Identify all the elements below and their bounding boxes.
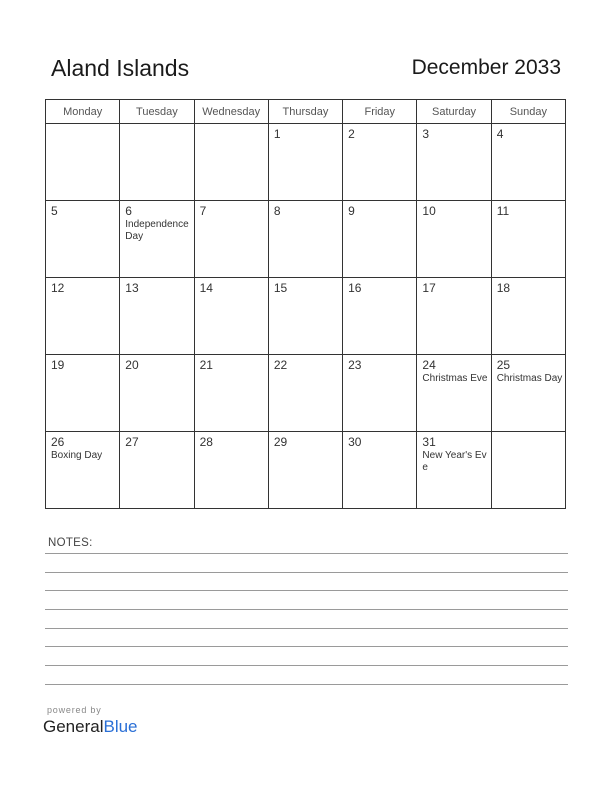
day-number: 11 [496,204,510,218]
week-row [46,355,566,432]
day-number: 10 [422,204,436,218]
weekday-header: Saturday [417,100,491,124]
day-number: 25 [496,358,511,372]
weekday-header: Tuesday [120,100,194,124]
day-number: 6 [125,204,132,218]
powered-by-text: powered by [47,705,102,715]
day-cell [120,278,194,355]
day-cell [268,432,342,509]
day-cell [268,124,342,201]
day-cell [491,124,565,201]
day-cell [120,201,194,278]
day-number: 23 [348,358,362,372]
day-cell [491,278,565,355]
day-cell [46,278,120,355]
day-cell [343,124,417,201]
day-number: 29 [273,435,288,449]
day-cell [46,201,120,278]
weekday-header-row [46,100,566,124]
day-cell [417,278,491,355]
day-number: 26 [51,435,65,449]
day-cell [343,355,417,432]
day-cell [194,432,268,509]
day-number: 16 [348,281,362,295]
empty-day-cell [46,124,120,201]
week-row [46,124,566,201]
day-cell [194,355,268,432]
holiday-label: Independence Day [125,219,189,242]
day-number: 17 [422,281,436,295]
day-cell [343,201,417,278]
week-row [46,278,566,355]
note-line [45,590,568,591]
day-number: 13 [125,281,139,295]
day-number: 14 [199,281,213,295]
day-number: 24 [422,358,436,372]
day-number: 12 [51,281,65,295]
day-cell [194,278,268,355]
note-line [45,609,568,610]
day-cell [120,355,194,432]
brand-logo[interactable] [43,717,138,737]
note-line [45,553,568,554]
day-cell [417,124,491,201]
day-number: 15 [273,281,288,295]
week-row [46,201,566,278]
day-cell [343,432,417,509]
empty-day-cell [491,432,565,509]
day-cell [268,355,342,432]
day-number: 8 [273,204,281,218]
weekday-header: Monday [46,100,120,124]
day-cell [417,432,491,509]
weekday-header: Sunday [491,100,565,124]
brand-general: General [43,717,104,736]
day-cell [268,201,342,278]
day-number: 20 [125,358,139,372]
weekday-header: Wednesday [194,100,268,124]
day-cell [120,432,194,509]
note-line [45,684,568,685]
day-number: 5 [51,204,58,218]
day-number: 9 [348,204,355,218]
day-number: 30 [348,435,362,449]
day-number: 18 [496,281,511,295]
day-cell [491,355,565,432]
weekday-header: Thursday [268,100,342,124]
note-line [45,628,568,629]
day-cell [417,355,491,432]
day-number: 27 [125,435,139,449]
holiday-label: Christmas Eve [422,373,488,384]
day-cell [268,278,342,355]
week-row [46,432,566,509]
note-line [45,646,568,647]
note-line [45,665,568,666]
day-number: 19 [51,358,65,372]
day-number: 1 [273,127,281,141]
holiday-label: Boxing Day [51,450,103,461]
day-number: 28 [199,435,213,449]
note-line [45,572,568,573]
brand-blue: Blue [103,717,138,736]
day-number: 21 [199,358,213,372]
day-number: 31 [422,435,436,449]
calendar-grid [45,99,566,509]
weekday-header: Friday [343,100,417,124]
day-cell [46,355,120,432]
notes-label: NOTES: [48,537,93,549]
day-cell [417,201,491,278]
day-cell [46,432,120,509]
day-cell [343,278,417,355]
day-number: 4 [496,127,504,141]
day-cell [491,201,565,278]
empty-day-cell [120,124,194,201]
day-number: 3 [422,127,430,141]
holiday-label: New Year's Eve [422,450,487,473]
day-cell [194,201,268,278]
month-year-title: December 2033 [411,56,561,79]
day-number: 7 [199,204,207,218]
holiday-label: Christmas Day [496,373,563,384]
empty-day-cell [194,124,268,201]
day-number: 2 [348,127,355,141]
day-number: 22 [273,358,288,372]
country-title: Aland Islands [51,55,190,81]
